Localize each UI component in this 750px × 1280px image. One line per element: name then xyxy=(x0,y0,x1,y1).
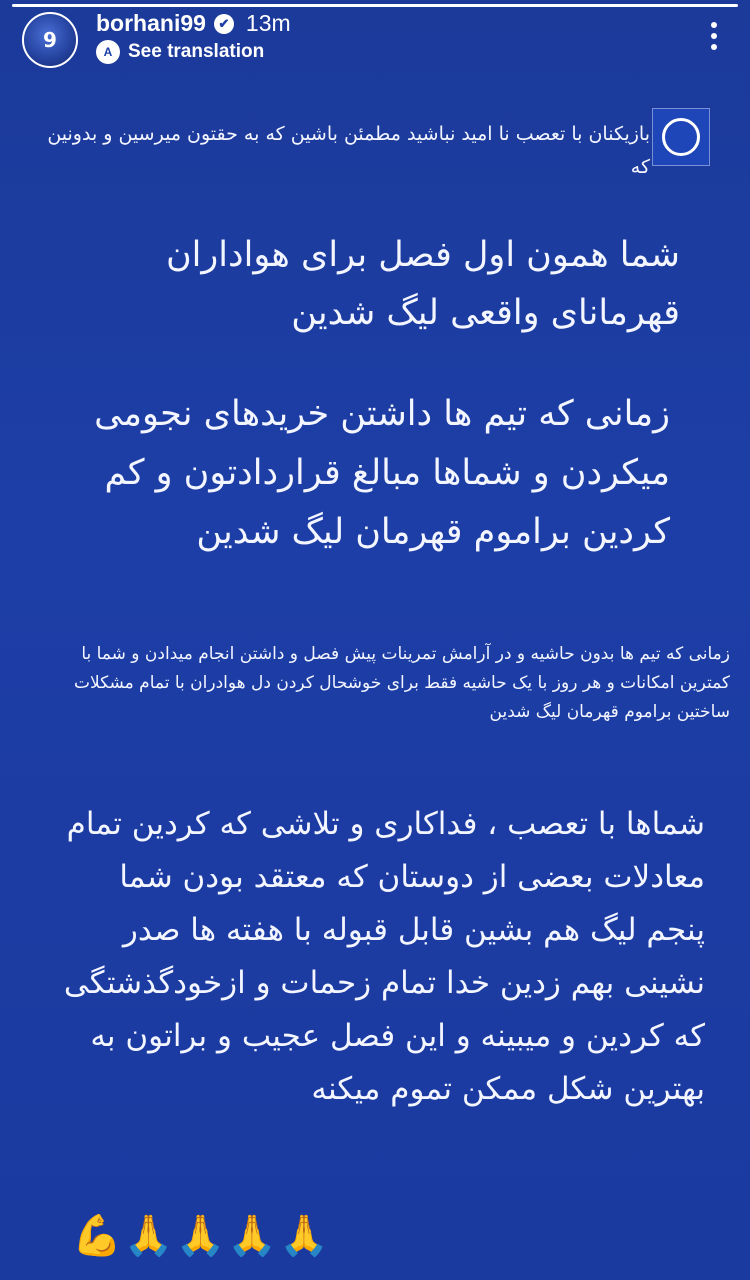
emoji-line: 💪🙏🙏🙏🙏 xyxy=(72,1213,332,1259)
story-text-intro: بازیکنان با تعصب نا امید نباشید مطمئن باشین که به حقتون میرسین و بدونین که xyxy=(47,123,650,178)
story-progress-bar xyxy=(12,4,738,7)
story-header xyxy=(0,8,750,72)
more-options-icon[interactable] xyxy=(710,22,718,50)
story-text-heading-1: شما همون اول فصل برای هواداران قهرمانای واقعی لیگ شدین xyxy=(165,235,680,333)
see-translation-label: See translation xyxy=(128,41,265,62)
post-time: 13m xyxy=(245,10,291,36)
story-text-paragraph: زمانی که تیم ها بدون حاشیه و در آرامش تمرینات پیش فصل و داشتن انجام میدادن و شما با کمترین امکانات و هر روز با یک حاشیه فقط برای خوشحال کردن دل هوادران با تمام مشکلات ساختین براموم قهرمان لیگ شدین xyxy=(73,644,730,722)
story-text-heading-2: زمانی که تیم ها داشتن خریدهای نجومی میکردن و شماها مبالغ قراردادتون و کم کردین براموم قهرمان لیگ شدین xyxy=(94,394,670,552)
verified-badge-icon: ✔ xyxy=(214,14,234,34)
avatar[interactable] xyxy=(22,12,78,68)
username[interactable]: borhani99 xyxy=(96,10,206,36)
username-row xyxy=(96,10,291,37)
see-translation-button[interactable] xyxy=(96,40,264,64)
story-progress-fill xyxy=(12,4,738,7)
club-logo xyxy=(652,108,710,166)
club-logo-ring xyxy=(662,118,700,156)
translate-icon: A xyxy=(96,40,120,64)
story-text-closing: شماها با تعصب ، فداکاری و تلاشی که کردین تمام معادلات بعضی از دوستان که معتقد بودن شما پنجم لیگ هم بشین قابل قبوله با هفته ها صدر نشینی بهم زدین خدا تمام زحمات و ازخودگذشتگی که کردین و میبینه و این فصل عجیب و براتون به بهترین شکل ممکن تموم میکنه xyxy=(63,806,705,1107)
avatar-label: 9 xyxy=(43,28,57,52)
